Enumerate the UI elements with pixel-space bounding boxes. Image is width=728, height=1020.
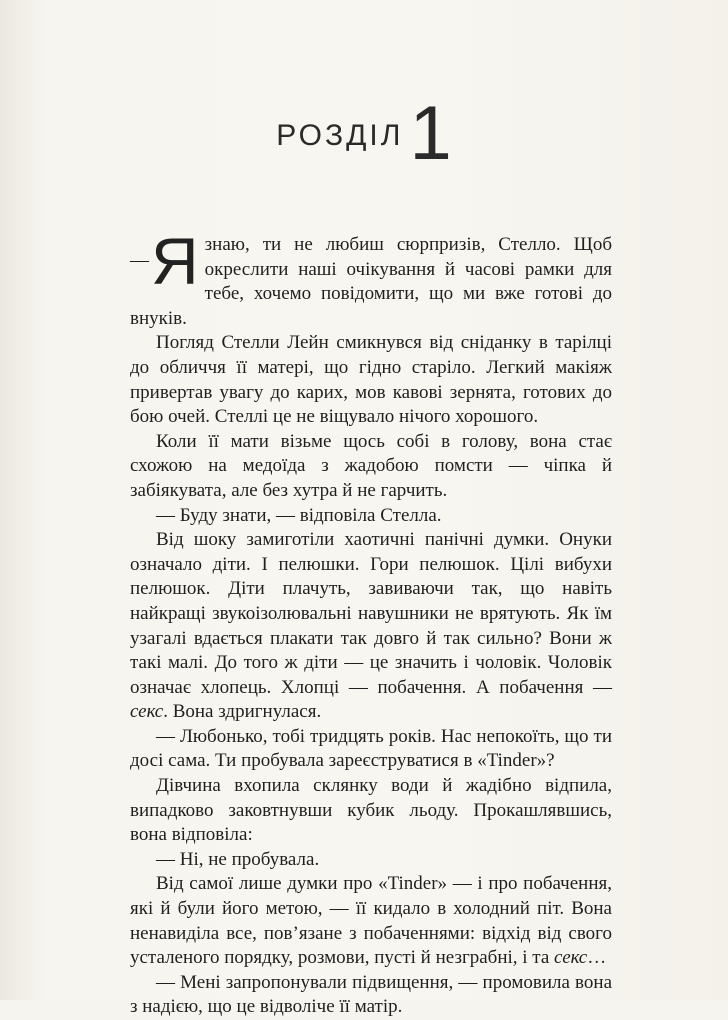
paragraph-2: Погляд Стелли Лейн смикнувся від сніданку в тарілці до обличчя її матері, що гідно старіло. Легкий макіяж привертав увагу до карих, мов кавові зернята, готових до бою очей. Стеллі це не віщувало нічого хорошого. bbox=[130, 332, 612, 428]
paragraph-8: — Ні, не пробувала. bbox=[156, 848, 320, 870]
paragraph-1 bbox=[130, 224, 612, 331]
paragraph-7: Дівчина вхопила склянку води й жадібно відпила, випадково заковтнувши кубик льоду. Прокашлявшись, вона відповіла: bbox=[130, 775, 612, 846]
dropcap-dash: — bbox=[130, 250, 149, 271]
paragraph-4: — Буду знати, — відповіла Стелла. bbox=[156, 504, 442, 526]
paragraph-5-tail: . Вона здригнулася. bbox=[163, 701, 322, 723]
paragraph-9-text: Від самої лише думки про «Tinder» — і про побачення, які й були його метою, — її кидало в холодний піт. Вона ненавиділа все, пов’язане з побаченнями: відхід від свого усталеного порядку, розмови, пусті й незграбні, і та bbox=[130, 873, 612, 969]
dropcap-letter: Я bbox=[151, 224, 199, 298]
chapter-number: 1 bbox=[409, 91, 452, 176]
paragraph-9-tail: … bbox=[587, 947, 607, 969]
paragraph-5 bbox=[130, 528, 612, 725]
paragraph-9 bbox=[130, 872, 612, 970]
chapter-word: РОЗДІЛ bbox=[276, 119, 404, 152]
chapter-heading bbox=[0, 91, 728, 176]
body-text bbox=[130, 224, 612, 1020]
paragraph-10: — Мені запропонували підвищення, — промовила вона з надією, що це відволіче її матір. bbox=[130, 971, 612, 1018]
paragraph-5-emphasis: секс bbox=[130, 701, 164, 723]
paragraph-3: Коли її мати візьме щось собі в голову, вона стає схожою на медоїда з жадобою помсти — чіпка й забіякувата, але без хутра й не гарчить. bbox=[130, 430, 612, 501]
paragraph-5-text: Від шоку замиготіли хаотичні панічні думки. Онуки означало діти. І пелюшки. Гори пелюшок. Цілі вибухи пелюшок. Діти плачуть, завиваючи так, що навіть найкращі звукоізолювальні навушники не врятують. Як їм узагалі вдається плакати так довго й так сильно? Вони ж такі малі. До того ж діти — це значить і чоловік. Чоловік означає хлопець. Хлопці — побачення. А побачення — bbox=[130, 529, 612, 698]
paragraph-6: — Любонько, тобі тридцять років. Нас непокоїть, що ти досі сама. Ти пробувала зареєструватися в «Tinder»? bbox=[130, 725, 612, 772]
paragraph-9-emphasis: секс bbox=[554, 947, 588, 969]
paragraph-1-text: знаю, ти не любиш сюрпризів, Стелло. Щоб окреслити наші очікування й часові рамки для тебе, хочемо повідомити, що ми вже готові до внуків. bbox=[130, 234, 612, 329]
